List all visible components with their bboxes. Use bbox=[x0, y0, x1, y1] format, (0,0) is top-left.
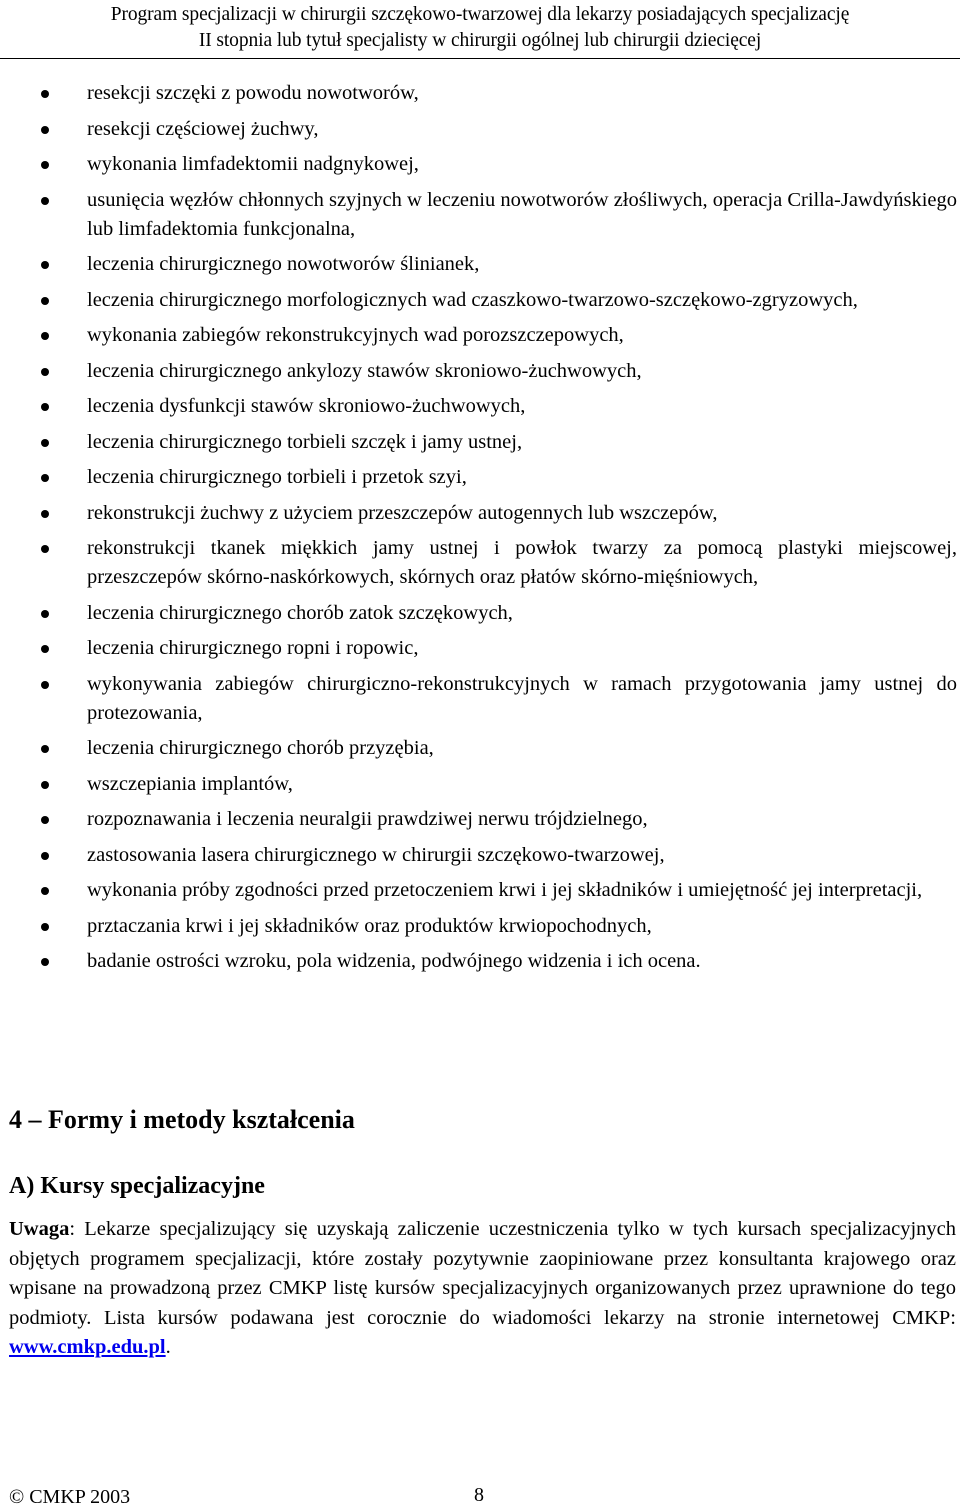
list-item bbox=[0, 428, 960, 457]
bullet-icon bbox=[41, 545, 49, 553]
list-item-text: wykonania zabiegów rekonstrukcyjnych wad porozszczepowych, bbox=[87, 324, 624, 346]
list-item bbox=[0, 947, 960, 976]
bullet-icon bbox=[41, 816, 49, 824]
list-item bbox=[0, 599, 960, 628]
list-item-text: leczenia chirurgicznego chorób przyzębia, bbox=[87, 737, 434, 759]
list-item-text: leczenia chirurgicznego torbieli szczęk i jamy ustnej, bbox=[87, 430, 523, 453]
list-item-text: leczenia chirurgicznego chorób zatok szczękowych, bbox=[87, 601, 513, 624]
list-item bbox=[0, 876, 960, 905]
bullet-icon bbox=[41, 781, 49, 789]
list-item-text: leczenia chirurgicznego torbieli i przetok szyi, bbox=[87, 466, 467, 488]
note-text: Lekarze specjalizujący się uzyskają zaliczenie uczestniczenia tylko w tych kursach specjalizacyjnych objętych programem specjalizacji, które zostały pozytywnie zaopiniowane przez konsultanta krajowego oraz wpisane na prowadzoną przez CMKP listę kursów specjalizacyjnych organizowanych przez uprawnione do tego podmioty. Lista kursów podawana jest corocznie do wiadomości lekarzy na stronie internetowej CMKP: bbox=[9, 1218, 956, 1329]
list-item-text: prztaczania krwi i jej składników oraz produktów krwiopochodnych, bbox=[87, 914, 652, 937]
bullet-icon bbox=[41, 126, 49, 134]
bullet-icon bbox=[41, 90, 49, 98]
list-item-text: wszczepiania implantów, bbox=[87, 772, 293, 795]
list-item-text: leczenia chirurgicznego ropni i ropowic, bbox=[87, 637, 419, 659]
list-item bbox=[0, 499, 960, 528]
list-item-text: leczenia dysfunkcji stawów skroniowo-żuchwowych, bbox=[87, 395, 526, 417]
bullet-icon bbox=[41, 510, 49, 518]
list-item bbox=[0, 115, 960, 144]
bullet-icon bbox=[41, 745, 49, 753]
bullet-icon bbox=[41, 610, 49, 618]
list-item bbox=[0, 734, 960, 763]
list-item-text: leczenia chirurgicznego morfologicznych wad czaszkowo-twarzowo-szczękowo-zgryzowych, bbox=[87, 288, 858, 311]
list-item-text: rekonstrukcji tkanek miękkich jamy ustnej i powłok twarzy za pomocą plastyki miejscowej, przeszczepów skórno-naskórkowych, skórnych oraz płatów skórno-mięśniowych, bbox=[87, 537, 957, 588]
list-item bbox=[0, 321, 960, 350]
list-item bbox=[0, 912, 960, 941]
list-item-text: zastosowania lasera chirurgicznego w chirurgii szczękowo-twarzowej, bbox=[87, 843, 665, 866]
list-item bbox=[0, 392, 960, 421]
bullet-icon bbox=[41, 958, 49, 966]
list-item bbox=[0, 670, 960, 728]
list-item bbox=[0, 770, 960, 799]
list-item-text: leczenia chirurgicznego ankylozy stawów skroniowo-żuchwowych, bbox=[87, 359, 642, 382]
section-title: 4 – Formy i metody kształcenia bbox=[9, 1105, 355, 1134]
list-item-text: resekcji szczęki z powodu nowotworów, bbox=[87, 82, 419, 104]
list-item-text: wykonania próby zgodności przed przetoczeniem krwi i jej składników i umiejętność jej interpretacji, bbox=[87, 879, 923, 901]
list-item-text: rekonstrukcji żuchwy z użyciem przeszczepów autogennych lub wszczepów, bbox=[87, 501, 718, 524]
note-label: Uwaga bbox=[9, 1218, 70, 1240]
list-item-text: rozpoznawania i leczenia neuralgii prawdziwej nerwu trójdzielnego, bbox=[87, 808, 648, 830]
subsection-title: A) Kursy specjalizacyjne bbox=[9, 1173, 265, 1199]
header-line-1: Program specjalizacji w chirurgii szczękowo-twarzowej dla lekarzy posiadających specjalizację bbox=[110, 4, 850, 25]
bullet-icon bbox=[41, 681, 49, 689]
list-item bbox=[0, 79, 960, 108]
list-item bbox=[0, 841, 960, 870]
list-item-text: wykonania limfadektomii nadgnykowej, bbox=[87, 153, 419, 175]
page-header bbox=[0, 2, 960, 54]
list-item bbox=[0, 805, 960, 834]
bullet-icon bbox=[41, 332, 49, 340]
list-item bbox=[0, 250, 960, 279]
list-item-text: badanie ostrości wzroku, pola widzenia, podwójnego widzenia i ich ocena. bbox=[87, 950, 701, 972]
footer-copyright: © CMKP 2003 bbox=[9, 1486, 131, 1508]
note-paragraph bbox=[9, 1215, 956, 1363]
header-divider bbox=[0, 58, 960, 59]
list-item bbox=[0, 634, 960, 663]
procedure-list bbox=[0, 79, 960, 983]
list-item bbox=[0, 534, 960, 592]
page-number: 8 bbox=[474, 1484, 484, 1506]
list-item bbox=[0, 286, 960, 315]
list-item-text: leczenia chirurgicznego nowotworów ślinianek, bbox=[87, 253, 480, 275]
bullet-icon bbox=[41, 368, 49, 376]
list-item-text: wykonywania zabiegów chirurgiczno-rekonstrukcyjnych w ramach przygotowania jamy ustnej do protezowania, bbox=[87, 672, 957, 724]
bullet-icon bbox=[41, 474, 49, 482]
bullet-icon bbox=[41, 261, 49, 269]
list-item bbox=[0, 186, 960, 244]
bullet-icon bbox=[41, 887, 49, 895]
bullet-icon bbox=[41, 403, 49, 411]
header-line-2: II stopnia lub tytuł specjalisty w chirurgii ogólnej lub chirurgii dziecięcej bbox=[198, 30, 762, 51]
list-item-text: resekcji częściowej żuchwy, bbox=[87, 117, 319, 140]
note-colon: : bbox=[69, 1218, 76, 1240]
bullet-icon bbox=[41, 439, 49, 447]
bullet-icon bbox=[41, 923, 49, 931]
list-item bbox=[0, 463, 960, 492]
cmkp-website-link[interactable]: www.cmkp.edu.pl bbox=[9, 1336, 166, 1358]
bullet-icon bbox=[41, 852, 49, 860]
list-item bbox=[0, 150, 960, 179]
note-end: . bbox=[165, 1336, 171, 1358]
list-item-text: usunięcia węzłów chłonnych szyjnych w leczeniu nowotworów złośliwych, operacja Crilla-Jawdyńskiego lub limfadektomia funkcjonalna, bbox=[87, 188, 957, 240]
bullet-icon bbox=[41, 161, 49, 169]
bullet-icon bbox=[41, 297, 49, 305]
bullet-icon bbox=[41, 197, 49, 205]
list-item bbox=[0, 357, 960, 386]
bullet-icon bbox=[41, 645, 49, 653]
